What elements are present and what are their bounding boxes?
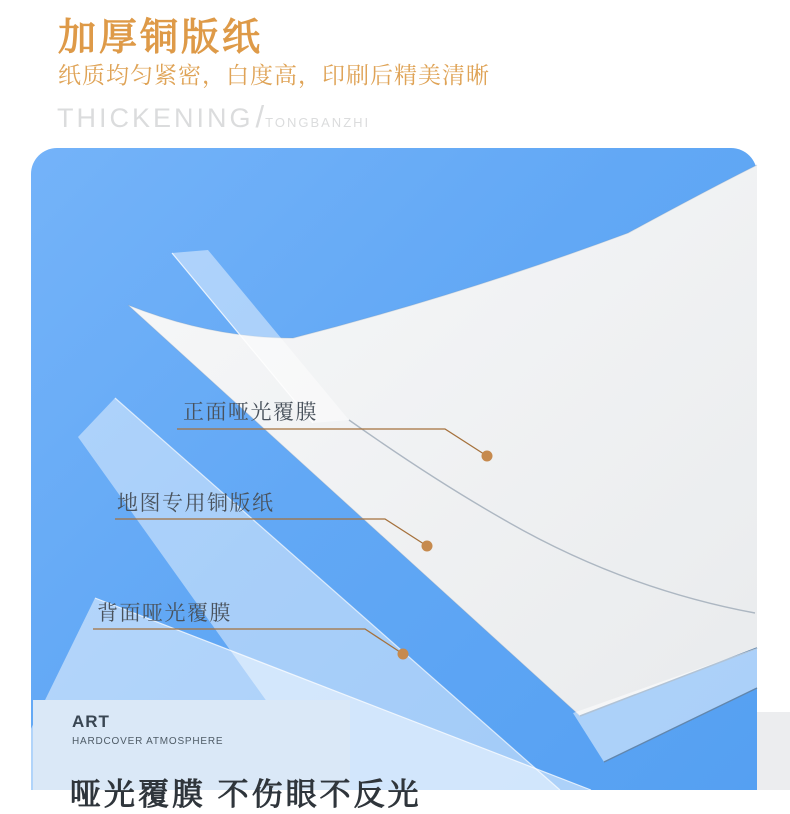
watermark-main: THICKENING [57,103,254,133]
paper-stack-illustration [31,148,757,790]
callout-dot-back-film [398,649,409,660]
callout-label-back-film: 背面哑光覆膜 [97,602,232,625]
callout-dot-front-film [482,451,493,462]
art-box-title: ART [72,712,110,731]
watermark-sub: TONGBANZHI [265,115,371,130]
bottom-caption: 哑光覆膜 不伤眼不反光 [70,777,422,812]
callout-label-front-film: 正面哑光覆膜 [183,401,318,424]
blue-panel [31,148,757,790]
watermark-slash: / [255,99,265,134]
callout-dot-coated-paper [422,541,433,552]
art-box-subtitle: HARDCOVER ATMOSPHERE [72,736,224,747]
callout-label-coated-paper: 地图专用铜版纸 [117,492,275,515]
page-subtitle: 纸质均匀紧密，白度高，印刷后精美清晰 [58,62,490,88]
page-title: 加厚铜版纸 [58,17,264,59]
watermark-text [57,99,370,135]
corner-gray-patch [757,712,790,790]
